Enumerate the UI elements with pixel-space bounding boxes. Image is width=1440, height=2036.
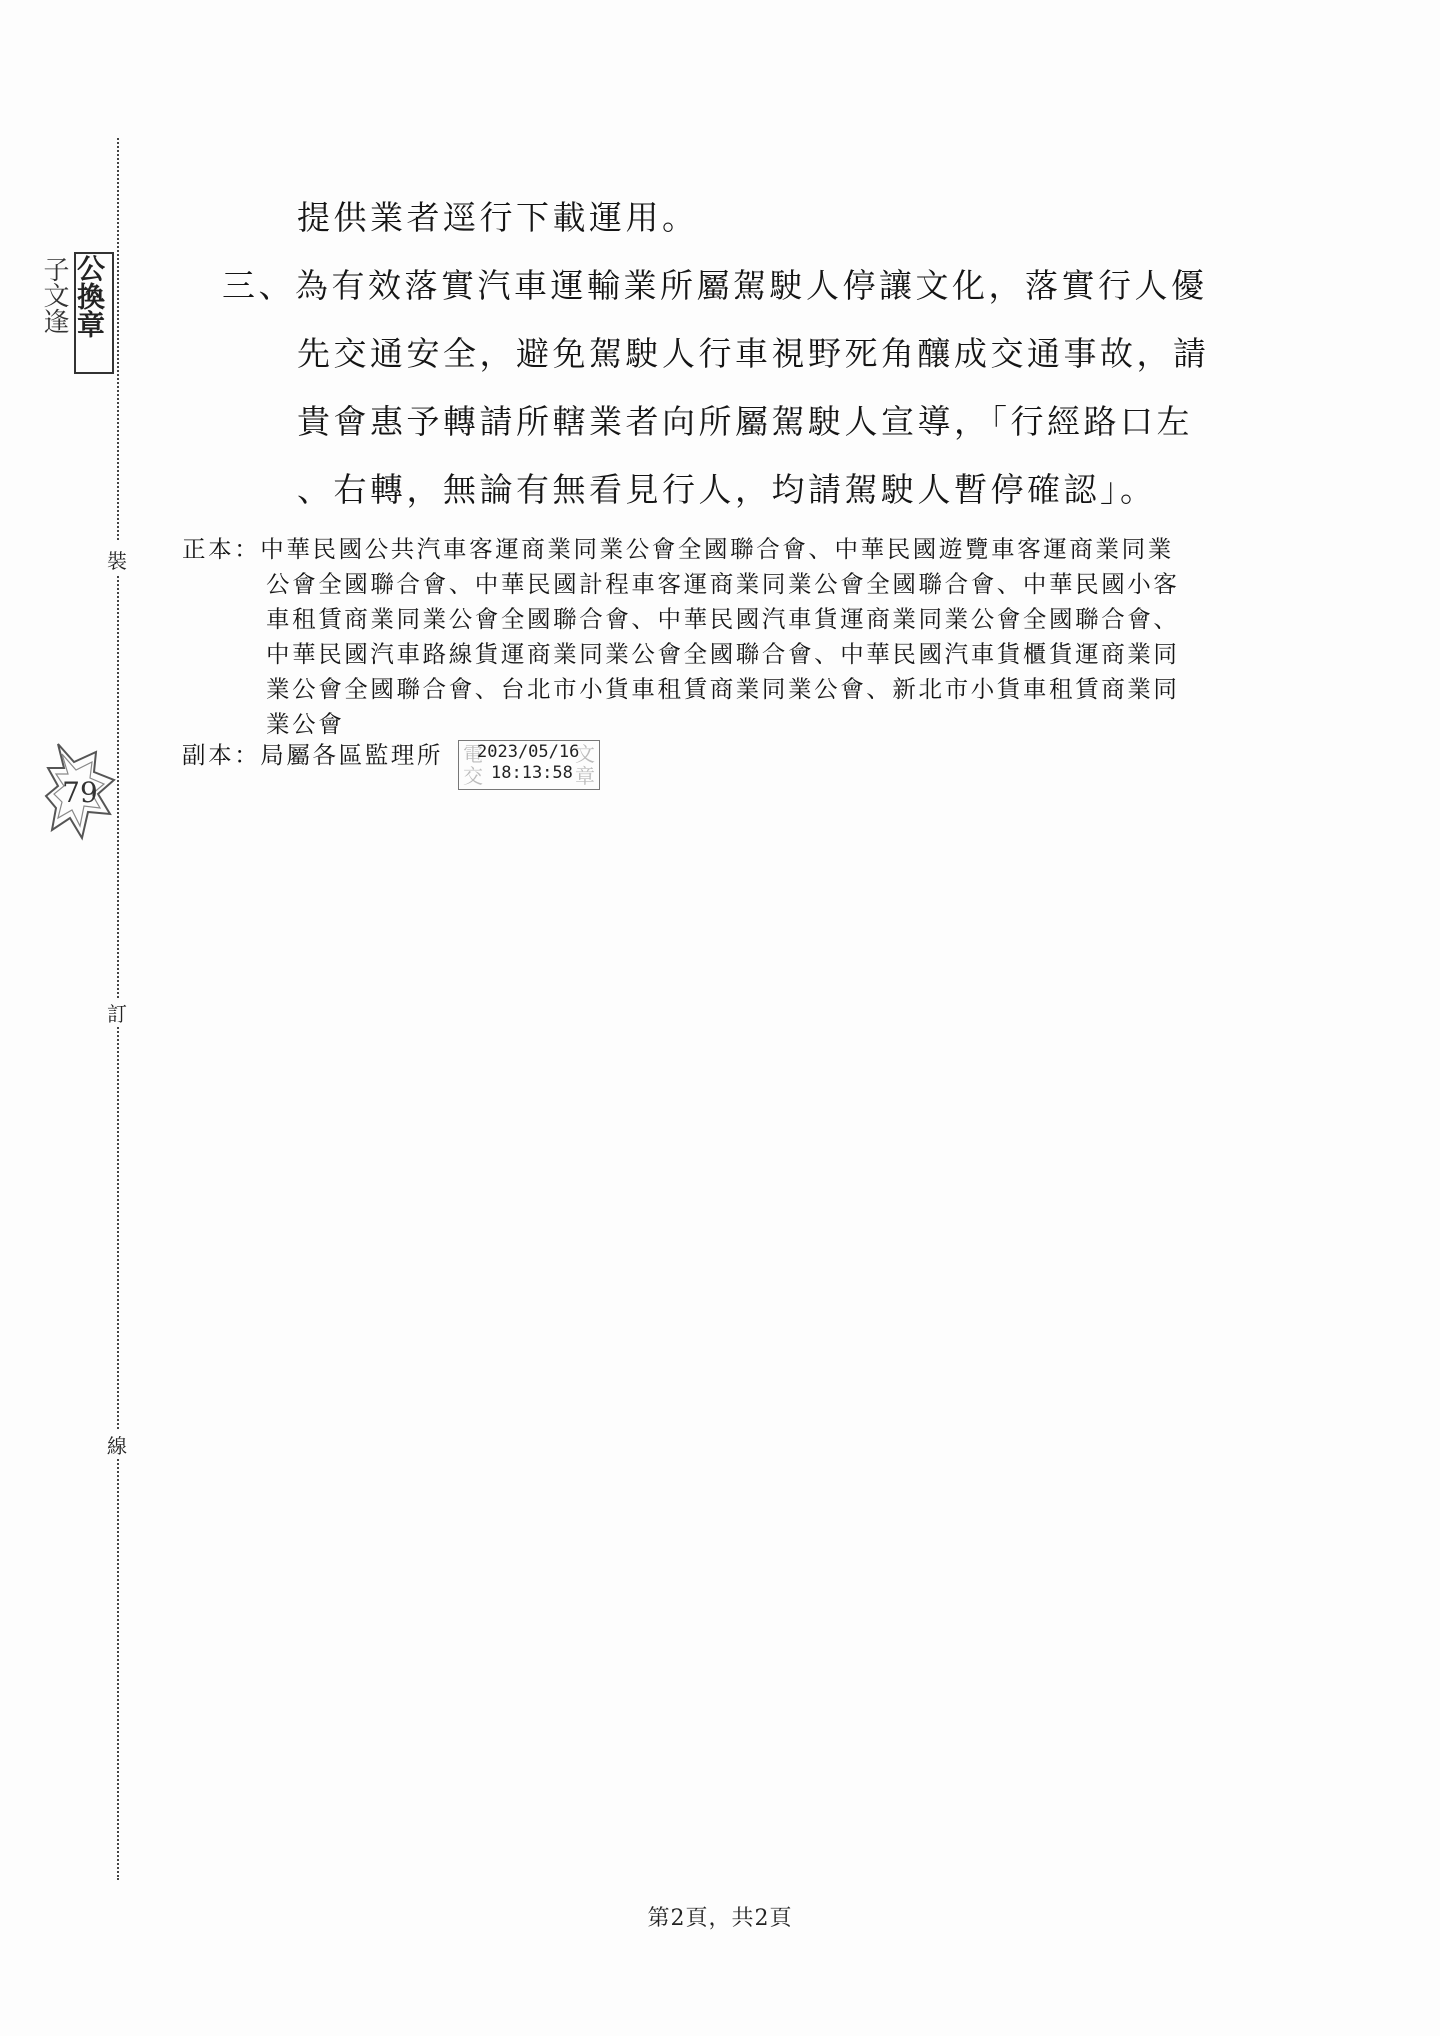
recipient-line: 公會全國聯合會、中華民國計程車客運商業同業公會全國聯合會、中華民國小客 bbox=[266, 570, 1180, 598]
page-indicator: 第2頁，共2頁 bbox=[647, 1906, 793, 1931]
stamp-watermark-glyph: 章 bbox=[575, 764, 595, 788]
stamp-watermark-glyph: 交 bbox=[463, 764, 483, 788]
section-three-body bbox=[297, 322, 1210, 522]
section-two-continuation bbox=[297, 186, 699, 250]
binding-label-ding: 訂 bbox=[102, 998, 132, 1027]
recipient-line: 車租賃商業同業公會全國聯合會、中華民國汽車貨運商業同業公會全國聯合會、 bbox=[266, 605, 1180, 633]
stamp-date: 2023/05/16 bbox=[477, 742, 580, 762]
stamp-text: 公換章 bbox=[73, 254, 106, 338]
seal-number: 79 bbox=[62, 776, 98, 809]
stamp-partial-text: 子文逢 bbox=[39, 256, 69, 334]
binding-label-xian: 線 bbox=[102, 1430, 132, 1459]
paragraph-line: 、右轉，無論有無看見行人，均請駕駛人暫停確認」。 bbox=[297, 470, 1157, 509]
recipient-line: 業公會全國聯合會、台北市小貨車租賃商業同業公會、新北市小貨車租賃商業同 bbox=[266, 675, 1180, 703]
recipient-line: 正本：中華民國公共汽車客運商業同業公會全國聯合會、中華民國遊覽車客運商業同業 bbox=[182, 535, 1174, 563]
binding-label-zhuang: 裝 bbox=[102, 545, 132, 574]
paragraph-line: 貴會惠予轉請所轄業者向所屬駕駛人宣導，「行經路口左 bbox=[297, 402, 1193, 441]
paragraph-line: 先交通安全，避免駕駛人行車視野死角釀成交通事故，請 bbox=[297, 334, 1210, 373]
exchange-stamp bbox=[34, 252, 114, 370]
stamp-watermark-glyph: 電 bbox=[463, 742, 483, 766]
recipient-line: 業公會 bbox=[266, 710, 345, 738]
binding-line bbox=[117, 1456, 119, 1880]
stamp-watermark-glyph: 文 bbox=[575, 742, 595, 766]
binding-line bbox=[117, 138, 119, 540]
electronic-timestamp-stamp bbox=[458, 740, 600, 790]
stamp-time: 18:13:58 bbox=[491, 763, 573, 783]
binding-line bbox=[117, 1024, 119, 1432]
recipient-line: 中華民國汽車路線貨運商業同業公會全國聯合會、中華民國汽車貨櫃貨運商業同 bbox=[266, 640, 1180, 668]
number-seal bbox=[44, 738, 120, 848]
copy-recipients: 副本：局屬各區監理所 bbox=[182, 741, 443, 769]
section-three bbox=[222, 254, 1208, 318]
paragraph-line: 三、為有效落實汽車運輸業所屬駕駛人停讓文化，落實行人優 bbox=[222, 266, 1208, 305]
paragraph-line: 提供業者逕行下載運用。 bbox=[297, 198, 699, 237]
main-recipients bbox=[182, 532, 1180, 742]
